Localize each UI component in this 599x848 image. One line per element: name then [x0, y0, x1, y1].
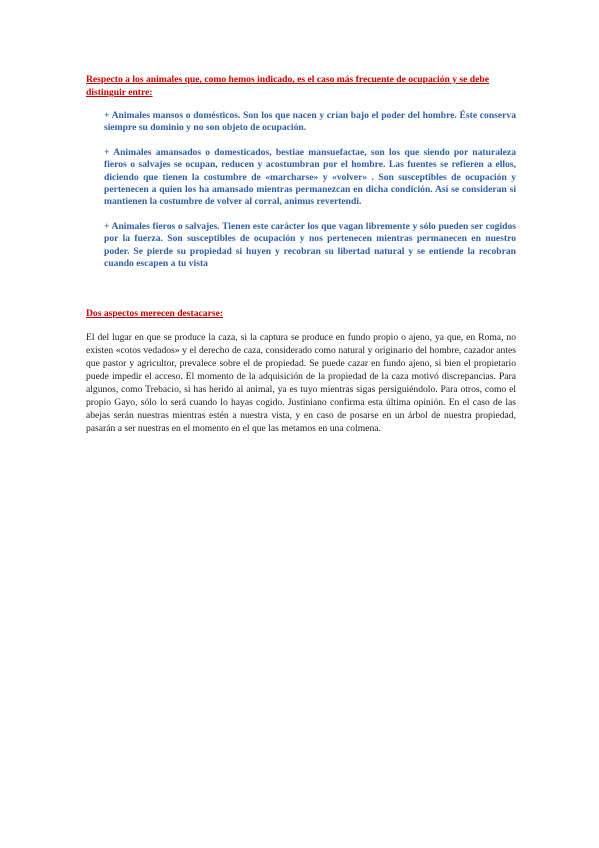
list-item-tamed: + Animales amansados o domesticados, bestiae mansuefactae, son los que siendo por naturaleza fieros o salvajes se ocupan, reducen y acostumbran por el hombre. Las fuentes se refieren a ellos, diciendo que tienen la costumbre de «marcharse» y «volver» . Son susceptibles de ocupación y pertenecen a quien los ha amansado mientras permanezcan en dicha condición. Así se consideran si mantienen la costumbre de volver al corral, animus revertendi.	[104, 146, 516, 208]
list-item-wild: + Animales fieros o salvajes. Tienen este carácter los que vagan libremente y sólo pueden ser cogidos por la fuerza. Son susceptibles de ocupación y nos pertenecen mientras permanecen en nuestro poder. Se pierde su propiedad si huyen y recobran su libertad natural y se entiende la recobran cuando escapen a tu vista	[104, 220, 516, 270]
body-paragraph: El del lugar en que se produce la caza, si la captura se produce en fundo propio o ajeno, ya que, en Roma, no existen «cotos vedados» y el derecho de caza, considerado como natural y originario del hombre, cazador antes que pastor y agricultor, prevalece sobre el de propiedad. Se puede cazar en fundo ajeno, si bien el propietario puede impedir el acceso. El momento de la adquisición de la propiedad de la caza motivó discrepancias. Para algunos, como Trebacio, si has herido al animal, ya es tuyo mientras sigas persiguiéndolo. Para otros, como el propio Gayo, sólo lo será cuando lo hayas cogido. Justiniano confirma esta última opinión. En el caso de las abejas serán nuestras mientras estén a nuestra vista, y en caso de posarse en un árbol de nuestra propiedad, pasarán a ser nuestras en el momento en el que las metamos en una colmena.	[86, 332, 516, 434]
animal-types-list	[104, 110, 516, 282]
list-item-domestic: + Animales mansos o domésticos. Son los que nacen y crían bajo el poder del hombre. Éste conserva siempre su dominio y no son objeto de ocupación.	[104, 110, 516, 134]
section-heading-animals: Respecto a los animales que, como hemos indicado, es el caso más frecuente de ocupación y se debe distinguir entre:	[86, 74, 489, 98]
section-heading-aspects: Dos aspectos merecen destacarse:	[86, 308, 224, 319]
